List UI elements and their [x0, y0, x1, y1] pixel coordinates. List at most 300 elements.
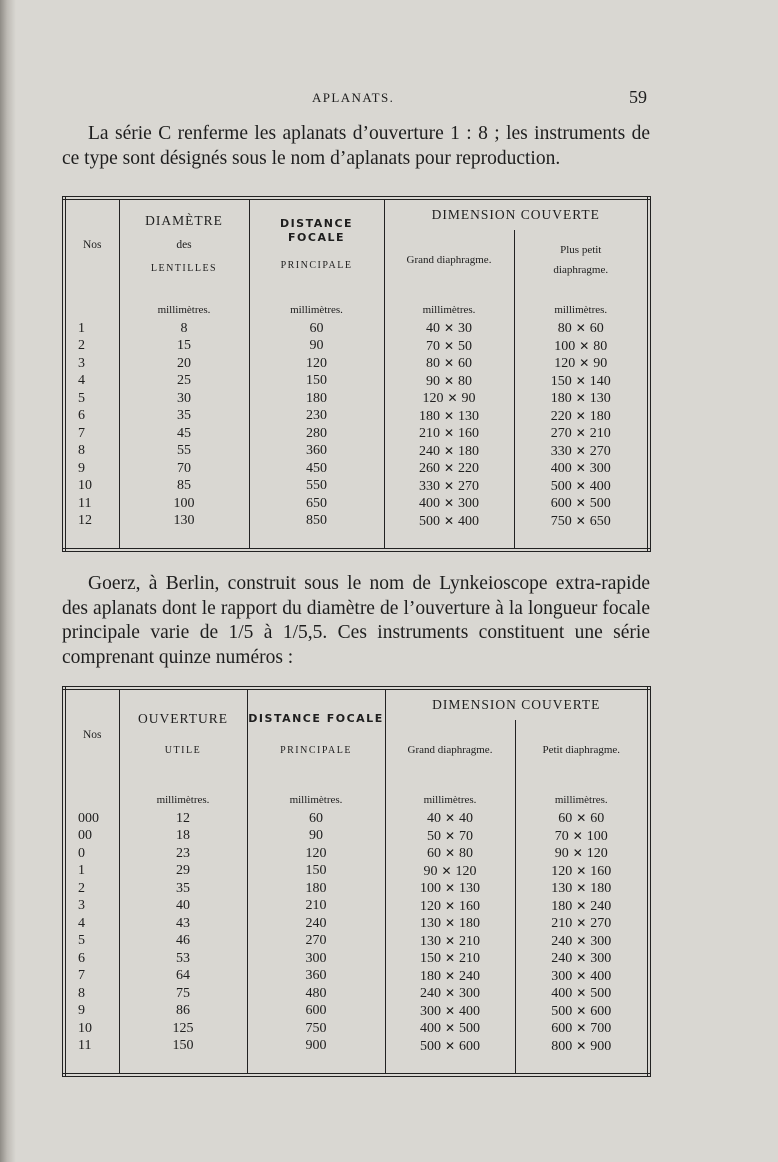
petit-diaphragme-cell	[514, 495, 649, 513]
units-row	[64, 790, 649, 810]
dimension-height: 130	[458, 408, 480, 424]
times-icon: ✕	[443, 408, 455, 423]
diameter-cell: 70	[119, 460, 249, 478]
petit-diaphragme-cell	[515, 810, 649, 828]
focal-length-cell: 120	[249, 355, 384, 373]
petit-diaphragme-cell	[515, 950, 649, 968]
times-icon: ✕	[443, 426, 455, 440]
focal-length-cell: 750	[247, 1020, 385, 1038]
diameter-cell: 75	[119, 985, 247, 1003]
times-icon: ✕	[444, 898, 456, 913]
times-icon: ✕	[576, 881, 587, 895]
focal-length-cell: 60	[249, 320, 384, 338]
grand-diaphragme-cell	[385, 985, 515, 1003]
times-icon: ✕	[444, 968, 456, 983]
dimension-width: 240	[419, 986, 441, 1001]
dimension-height: 80	[459, 846, 474, 861]
focal-length-cell: 150	[247, 863, 385, 881]
dimension-width: 330	[418, 478, 440, 494]
dimension-width: 240	[551, 933, 573, 949]
grand-diaphragme-cell	[385, 845, 515, 863]
table-row	[64, 1003, 649, 1021]
dimension-height: 900	[590, 1038, 612, 1054]
dimension-width: 300	[419, 1003, 441, 1019]
row-number: 1	[78, 863, 85, 878]
row-number: 4	[78, 915, 85, 931]
focal-length-cell: 210	[247, 898, 385, 916]
dimension-width: 750	[550, 513, 572, 529]
dimension-width: 120	[419, 898, 441, 914]
times-icon: ✕	[576, 933, 587, 948]
row-number: 4	[78, 373, 85, 388]
grand-diaphragme-cell	[384, 390, 514, 408]
table-row	[64, 425, 649, 443]
petit-diaphragme-cell	[514, 460, 649, 478]
dimension-width: 210	[418, 426, 440, 441]
times-icon: ✕	[447, 391, 458, 405]
dimension-height: 180	[459, 916, 481, 931]
dimension-width: 500	[418, 513, 440, 529]
page-number: 59	[629, 87, 647, 107]
petit-diaphragme-cell	[515, 845, 649, 863]
dimension-height: 300	[459, 986, 481, 1001]
dimension-width: 600	[551, 1021, 573, 1036]
dimension-width: 60	[558, 811, 573, 826]
table-row	[64, 1020, 649, 1038]
col-header-plus-petit-diaphragme: Plus petit diaphragme.	[514, 230, 649, 290]
petit-diaphragme-cell	[515, 828, 649, 846]
grand-diaphragme-cell	[384, 425, 514, 443]
petit-diaphragme-cell	[514, 425, 649, 443]
petit-diaphragme-cell	[514, 443, 649, 461]
dimension-height: 180	[590, 881, 612, 896]
table-row	[64, 373, 649, 391]
row-number: 9	[78, 460, 85, 476]
petit-diaphragme-cell	[515, 898, 649, 916]
diameter-cell: 20	[119, 355, 249, 373]
paragraph-1-text: La série C renferme les aplanats d’ouverture 1 : 8 ; les instruments de ce type sont désignés sous le nom d’aplanats pour reproduction.	[62, 123, 650, 169]
times-icon: ✕	[443, 443, 455, 458]
dimension-width: 80	[557, 321, 572, 336]
dimension-height: 300	[590, 951, 612, 966]
grand-diaphragme-cell	[385, 915, 515, 933]
dimension-width: 50	[426, 828, 441, 844]
focal-length-cell: 900	[247, 1038, 385, 1056]
diameter-cell: 86	[119, 1003, 247, 1021]
col-header-dimension-couverte: DIMENSION COUVERTE	[384, 198, 649, 230]
grand-diaphragme-cell	[385, 950, 515, 968]
dimension-width: 210	[551, 916, 573, 931]
table-lynkeioscope	[62, 686, 651, 1077]
times-icon: ✕	[576, 951, 587, 965]
grand-diaphragme-cell	[385, 880, 515, 898]
row-number: 9	[78, 1003, 85, 1018]
diameter-cell: 100	[119, 495, 249, 513]
col-header-distance-focale: DISTANCE FOCALE PRINCIPALE	[247, 688, 385, 780]
dimension-width: 90	[423, 863, 438, 879]
dimension-width: 600	[550, 496, 572, 511]
times-icon: ✕	[444, 916, 456, 930]
petit-diaphragme-cell	[515, 933, 649, 951]
table-row	[64, 478, 649, 496]
row-number: 8	[78, 985, 85, 1001]
row-number: 11	[78, 495, 92, 511]
dimension-height: 500	[459, 1021, 481, 1036]
row-number: 3	[78, 355, 85, 371]
times-icon: ✕	[444, 1003, 456, 1018]
grand-diaphragme-cell	[385, 1020, 515, 1038]
unit-label: millimètres.	[514, 300, 649, 320]
dimension-height: 400	[458, 513, 480, 529]
dimension-width: 150	[550, 373, 572, 389]
row-number: 2	[78, 338, 85, 353]
times-icon: ✕	[575, 426, 586, 440]
dimension-width: 120	[551, 863, 573, 879]
dimension-height: 400	[459, 1003, 481, 1019]
table-header-row	[64, 198, 649, 230]
dimension-width: 90	[554, 846, 569, 861]
dimension-width: 500	[419, 1038, 441, 1054]
row-number: 12	[78, 513, 92, 528]
table-row	[64, 460, 649, 478]
dimension-width: 100	[554, 338, 576, 354]
table-row	[64, 513, 649, 531]
row-number: 00	[78, 828, 92, 843]
diameter-cell: 53	[119, 950, 247, 968]
row-number: 000	[78, 810, 99, 826]
petit-diaphragme-cell	[515, 1003, 649, 1021]
table-header-row	[64, 688, 649, 720]
times-icon: ✕	[443, 338, 455, 353]
times-icon: ✕	[444, 933, 456, 948]
grand-diaphragme-cell	[384, 373, 514, 391]
dimension-height: 80	[593, 338, 608, 354]
petit-diaphragme-cell	[514, 373, 649, 391]
table-row	[64, 320, 649, 338]
focal-length-cell: 550	[249, 478, 384, 496]
dimension-height: 400	[590, 968, 612, 984]
dimension-height: 500	[589, 496, 611, 511]
focal-length-cell: 480	[247, 985, 385, 1003]
dimension-width: 60	[426, 846, 441, 861]
petit-diaphragme-cell	[515, 985, 649, 1003]
times-icon: ✕	[575, 496, 586, 510]
times-icon: ✕	[444, 1021, 456, 1035]
times-icon: ✕	[579, 356, 590, 370]
row-number: 8	[78, 443, 85, 458]
times-icon: ✕	[575, 478, 586, 493]
dimension-width: 240	[551, 951, 573, 966]
dimension-width: 40	[425, 321, 440, 336]
petit-diaphragme-cell	[514, 408, 649, 426]
diameter-cell: 150	[119, 1038, 247, 1056]
petit-diaphragme-cell	[514, 513, 649, 531]
grand-diaphragme-cell	[385, 863, 515, 881]
row-number: 7	[78, 425, 85, 441]
dimension-height: 130	[459, 881, 481, 896]
table-row	[64, 828, 649, 846]
times-icon: ✕	[444, 828, 456, 843]
grand-diaphragme-cell	[385, 810, 515, 828]
col-header-petit-diaphragme: Petit diaphragme.	[515, 720, 649, 780]
grand-diaphragme-cell	[385, 1038, 515, 1056]
dimension-height: 120	[586, 846, 608, 861]
col-header-nos: Nos	[82, 729, 102, 741]
dimension-height: 160	[590, 863, 612, 879]
col-header-distance-focale: DISTANCE FOCALE PRINCIPALE	[249, 198, 384, 290]
diameter-cell: 45	[119, 425, 249, 443]
table-row	[64, 390, 649, 408]
dimension-width: 180	[550, 391, 572, 406]
dimension-width: 400	[551, 986, 573, 1001]
times-icon: ✕	[575, 513, 586, 528]
dimension-height: 240	[590, 898, 612, 914]
times-icon: ✕	[576, 898, 587, 913]
grand-diaphragme-cell	[384, 408, 514, 426]
grand-diaphragme-cell	[384, 355, 514, 373]
grand-diaphragme-cell	[385, 1003, 515, 1021]
grand-diaphragme-cell	[385, 933, 515, 951]
table-row	[64, 880, 649, 898]
dimension-height: 400	[589, 478, 611, 494]
table-row	[64, 845, 649, 863]
grand-diaphragme-cell	[384, 513, 514, 531]
times-icon: ✕	[576, 1003, 587, 1018]
table-row	[64, 355, 649, 373]
table-row	[64, 495, 649, 513]
grand-diaphragme-cell	[385, 828, 515, 846]
times-icon: ✕	[443, 496, 455, 510]
dimension-width: 260	[418, 461, 440, 476]
times-icon: ✕	[579, 338, 590, 353]
dimension-width: 500	[551, 1003, 573, 1019]
focal-length-cell: 180	[247, 880, 385, 898]
petit-diaphragme-cell	[515, 863, 649, 881]
table-row	[64, 443, 649, 461]
dimension-width: 90	[425, 373, 440, 389]
petit-diaphragme-cell	[514, 390, 649, 408]
dimension-height: 50	[458, 338, 473, 354]
grand-diaphragme-cell	[384, 443, 514, 461]
diameter-cell: 35	[119, 408, 249, 426]
dimension-height: 270	[589, 443, 611, 459]
row-number: 11	[78, 1038, 92, 1053]
dimension-width: 800	[551, 1038, 573, 1054]
focal-length-cell: 280	[249, 425, 384, 443]
table-row	[64, 985, 649, 1003]
dimension-width: 150	[419, 951, 441, 966]
focal-length-cell: 360	[247, 968, 385, 986]
dimension-height: 220	[458, 461, 480, 476]
dimension-height: 600	[459, 1038, 481, 1054]
focal-length-cell: 150	[249, 373, 384, 391]
times-icon: ✕	[576, 1021, 587, 1035]
times-icon: ✕	[443, 461, 455, 475]
paragraph-1	[62, 122, 650, 171]
focal-length-cell: 240	[247, 915, 385, 933]
row-number: 10	[78, 1020, 92, 1036]
paragraph-2	[62, 572, 650, 670]
petit-diaphragme-cell	[514, 338, 649, 356]
grand-diaphragme-cell	[384, 460, 514, 478]
dimension-height: 500	[590, 986, 612, 1001]
diameter-cell: 55	[119, 443, 249, 461]
focal-length-cell: 360	[249, 443, 384, 461]
dimension-height: 90	[593, 356, 608, 371]
grand-diaphragme-cell	[384, 478, 514, 496]
row-number: 6	[78, 408, 85, 423]
times-icon: ✕	[576, 916, 587, 930]
dimension-width: 80	[425, 356, 440, 371]
focal-length-cell: 450	[249, 460, 384, 478]
dimension-height: 60	[589, 321, 604, 336]
dimension-width: 240	[418, 443, 440, 459]
dimension-height: 140	[589, 373, 611, 389]
unit-label: millimètres.	[119, 300, 249, 320]
petit-diaphragme-cell	[515, 915, 649, 933]
col-header-dimension-couverte: DIMENSION COUVERTE	[385, 688, 649, 720]
times-icon: ✕	[444, 1038, 456, 1053]
times-icon: ✕	[441, 863, 452, 878]
table-body	[64, 810, 649, 1055]
dimension-width: 180	[551, 898, 573, 914]
focal-length-cell: 90	[247, 828, 385, 846]
dimension-height: 80	[458, 373, 473, 389]
petit-diaphragme-cell	[515, 1020, 649, 1038]
dimension-height: 300	[590, 933, 612, 949]
diameter-cell: 8	[119, 320, 249, 338]
focal-length-cell: 270	[247, 933, 385, 951]
diameter-cell: 43	[119, 915, 247, 933]
row-number: 3	[78, 898, 85, 913]
table-row	[64, 968, 649, 986]
times-icon: ✕	[575, 443, 586, 458]
unit-label: millimètres.	[119, 790, 247, 810]
diameter-cell: 125	[119, 1020, 247, 1038]
table-row	[64, 933, 649, 951]
unit-label: millimètres.	[515, 790, 649, 810]
focal-length-cell: 300	[247, 950, 385, 968]
dimension-width: 400	[419, 1021, 441, 1036]
dimension-width: 40	[426, 811, 441, 826]
dimension-height: 210	[459, 951, 481, 966]
times-icon: ✕	[443, 478, 455, 493]
dimension-height: 160	[458, 426, 480, 441]
petit-diaphragme-cell	[515, 968, 649, 986]
table-row	[64, 338, 649, 356]
dimension-height: 90	[461, 391, 476, 406]
table-row	[64, 1038, 649, 1056]
dimension-height: 300	[458, 496, 480, 511]
row-number: 6	[78, 950, 85, 966]
diameter-cell: 15	[119, 338, 249, 356]
table-row	[64, 810, 649, 828]
dimension-height: 700	[590, 1021, 612, 1036]
petit-diaphragme-cell	[515, 880, 649, 898]
diameter-cell: 64	[119, 968, 247, 986]
times-icon: ✕	[443, 373, 455, 388]
table-row	[64, 863, 649, 881]
diameter-cell: 46	[119, 933, 247, 951]
focal-length-cell: 120	[247, 845, 385, 863]
grand-diaphragme-cell	[384, 495, 514, 513]
times-icon: ✕	[443, 513, 455, 528]
row-number: 10	[78, 478, 92, 493]
running-title: APLANATS.	[312, 90, 395, 105]
dimension-width: 300	[551, 968, 573, 984]
times-icon: ✕	[575, 321, 586, 335]
page-edge-shadow	[0, 0, 16, 1162]
dimension-width: 400	[418, 496, 440, 511]
focal-length-cell: 230	[249, 408, 384, 426]
times-icon: ✕	[572, 828, 583, 843]
unit-label: millimètres.	[384, 300, 514, 320]
dimension-width: 270	[550, 426, 572, 441]
grand-diaphragme-cell	[385, 898, 515, 916]
times-icon: ✕	[444, 846, 456, 860]
focal-length-cell: 650	[249, 495, 384, 513]
dimension-width: 100	[419, 881, 441, 896]
dimension-height: 210	[459, 933, 481, 949]
diameter-cell: 35	[119, 880, 247, 898]
diameter-cell: 25	[119, 373, 249, 391]
row-number: 7	[78, 968, 85, 983]
dimension-height: 160	[459, 898, 481, 914]
grand-diaphragme-cell	[384, 320, 514, 338]
dimension-height: 270	[590, 916, 612, 931]
row-number: 5	[78, 390, 85, 406]
units-row	[64, 300, 649, 320]
unit-label: millimètres.	[385, 790, 515, 810]
times-icon: ✕	[444, 986, 456, 1000]
row-number: 5	[78, 933, 85, 948]
dimension-width: 130	[551, 881, 573, 896]
grand-diaphragme-cell	[384, 338, 514, 356]
petit-diaphragme-cell	[514, 478, 649, 496]
dimension-height: 240	[459, 968, 481, 984]
col-header-nos: Nos	[82, 239, 102, 251]
times-icon: ✕	[575, 373, 586, 388]
dimension-height: 100	[586, 828, 608, 844]
times-icon: ✕	[443, 321, 455, 335]
times-icon: ✕	[575, 391, 586, 405]
times-icon: ✕	[444, 881, 456, 895]
times-icon: ✕	[572, 846, 583, 860]
times-icon: ✕	[575, 461, 586, 475]
table-row	[64, 898, 649, 916]
dimension-height: 120	[455, 863, 477, 879]
dimension-height: 70	[459, 828, 474, 844]
dimension-width: 120	[554, 356, 576, 371]
table-body	[64, 320, 649, 530]
dimension-height: 60	[590, 811, 605, 826]
grand-diaphragme-cell	[385, 968, 515, 986]
focal-length-cell: 180	[249, 390, 384, 408]
row-number: 1	[78, 320, 85, 336]
diameter-cell: 18	[119, 828, 247, 846]
times-icon: ✕	[576, 986, 587, 1000]
focal-length-cell: 60	[247, 810, 385, 828]
dimension-width: 220	[550, 408, 572, 424]
dimension-height: 650	[589, 513, 611, 529]
table-aplanats-serie-c	[62, 196, 651, 552]
paragraph-2-text: Goerz, à Berlin, construit sous le nom de Lynkeioscope extra-rapide des aplanats dont le rapport du diamètre de l’ouverture à la longueur focale principale varie de 1/5 à 1/5,5. Ces instruments constituent une série comprenant quinze numéros :	[62, 573, 650, 668]
dimension-height: 30	[458, 321, 473, 336]
dimension-width: 330	[550, 443, 572, 459]
col-header-grand-diaphragme: Grand diaphragme.	[385, 720, 515, 780]
col-header-diametre: DIAMÈTRE des LENTILLES	[119, 198, 249, 290]
petit-diaphragme-cell	[515, 1038, 649, 1056]
